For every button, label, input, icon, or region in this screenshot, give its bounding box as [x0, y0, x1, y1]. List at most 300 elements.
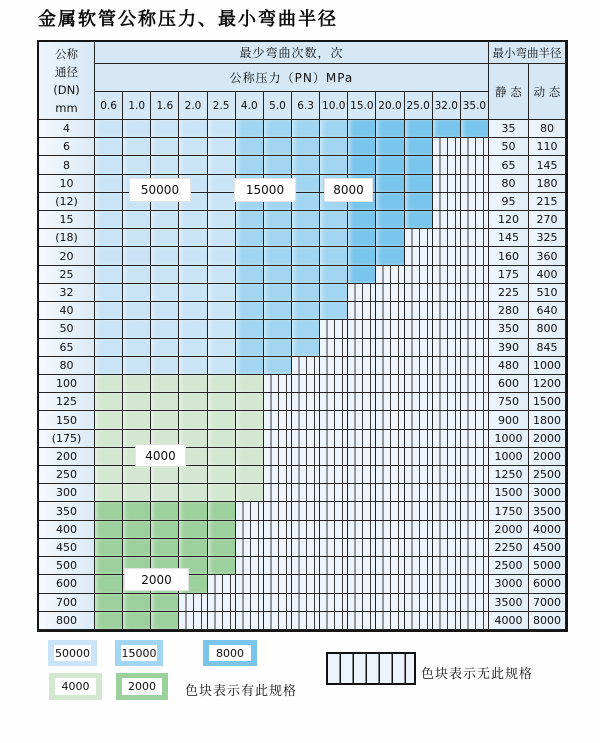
dynamic-value-cell: 1000	[529, 357, 566, 375]
no-spec-cell	[461, 339, 489, 357]
no-spec-cell	[264, 393, 292, 411]
no-spec-cell	[376, 357, 404, 375]
no-spec-cell	[461, 175, 489, 193]
spec-cell	[95, 138, 123, 156]
no-spec-cell	[461, 557, 489, 575]
spec-cell	[236, 375, 264, 393]
spec-cell	[123, 521, 151, 539]
legend-swatch-label-50000: 50000	[55, 646, 90, 660]
no-spec-cell	[320, 448, 348, 466]
no-spec-cell	[405, 430, 433, 448]
static-value-cell: 1750	[489, 502, 529, 520]
spec-cell	[348, 138, 376, 156]
no-spec-cell	[433, 247, 461, 265]
no-spec-cell	[348, 575, 376, 593]
dn-cell: 32	[39, 284, 95, 302]
spec-cell	[95, 193, 123, 211]
dn-cell: 50	[39, 320, 95, 338]
spec-cell	[208, 284, 236, 302]
spec-cell	[236, 229, 264, 247]
no-spec-cell	[376, 484, 404, 502]
spec-cell	[405, 211, 433, 229]
no-spec-cell	[348, 430, 376, 448]
spec-cell	[236, 448, 264, 466]
no-spec-cell	[264, 430, 292, 448]
dynamic-header: 动 态	[529, 64, 566, 120]
no-spec-cell	[433, 229, 461, 247]
static-value-cell: 2000	[489, 521, 529, 539]
dynamic-value-cell: 1800	[529, 411, 566, 429]
spec-cell	[292, 156, 320, 174]
spec-cell	[95, 284, 123, 302]
spec-cell	[292, 339, 320, 357]
pressure-column-header: 35.0	[461, 92, 489, 120]
dn-unit-header-line: (DN)	[53, 82, 80, 97]
spec-cell	[179, 357, 207, 375]
spec-cell	[179, 539, 207, 557]
static-value-cell: 225	[489, 284, 529, 302]
no-spec-cell	[320, 411, 348, 429]
spec-cell	[208, 229, 236, 247]
spec-cell	[208, 120, 236, 138]
no-spec-cell	[405, 375, 433, 393]
spec-cell	[320, 138, 348, 156]
spec-cell	[208, 320, 236, 338]
pressure-column-header: 4.0	[236, 92, 264, 120]
spec-cell	[123, 120, 151, 138]
spec-cell	[151, 502, 179, 520]
no-spec-cell	[292, 357, 320, 375]
no-spec-cell	[433, 539, 461, 557]
no-spec-cell	[264, 557, 292, 575]
pressure-column-header: 2.5	[208, 92, 236, 120]
spec-cell	[95, 575, 123, 593]
cycle-label-2000: 2000	[124, 568, 189, 591]
no-spec-cell	[376, 539, 404, 557]
no-spec-cell	[348, 466, 376, 484]
no-spec-cell	[292, 484, 320, 502]
no-spec-cell	[320, 521, 348, 539]
dynamic-value-cell: 2000	[529, 430, 566, 448]
static-value-cell: 80	[489, 175, 529, 193]
spec-cell	[320, 211, 348, 229]
static-value-cell: 50	[489, 138, 529, 156]
static-value-cell: 145	[489, 229, 529, 247]
spec-cell	[208, 430, 236, 448]
no-spec-cell	[376, 575, 404, 593]
no-spec-cell	[292, 539, 320, 557]
spec-cell	[264, 156, 292, 174]
dn-cell: 6	[39, 138, 95, 156]
no-spec-cell	[461, 156, 489, 174]
no-spec-cell	[320, 320, 348, 338]
spec-cell	[123, 138, 151, 156]
spec-cell	[236, 320, 264, 338]
static-value-cell: 4000	[489, 612, 529, 630]
spec-cell	[208, 539, 236, 557]
legend-swatch-8000	[203, 640, 257, 666]
no-spec-cell	[179, 612, 207, 630]
legend-swatch-15000	[115, 640, 163, 666]
spec-cell	[151, 138, 179, 156]
spec-cell	[320, 247, 348, 265]
no-spec-cell	[348, 502, 376, 520]
no-spec-cell	[236, 521, 264, 539]
no-spec-cell	[405, 612, 433, 630]
no-spec-cell	[461, 448, 489, 466]
spec-cell	[95, 266, 123, 284]
no-spec-cell	[433, 302, 461, 320]
spec-cell	[236, 430, 264, 448]
no-spec-cell	[236, 539, 264, 557]
no-spec-cell	[376, 411, 404, 429]
no-spec-cell	[461, 193, 489, 211]
spec-cell	[292, 211, 320, 229]
spec-table	[37, 40, 568, 632]
dn-cell: 700	[39, 594, 95, 612]
dynamic-value-cell: 360	[529, 247, 566, 265]
no-spec-cell	[405, 320, 433, 338]
spec-cell	[264, 247, 292, 265]
no-spec-cell	[461, 466, 489, 484]
spec-cell	[264, 266, 292, 284]
spec-cell	[123, 502, 151, 520]
no-spec-cell	[208, 612, 236, 630]
no-spec-cell	[376, 339, 404, 357]
no-spec-cell	[236, 502, 264, 520]
spec-cell	[292, 229, 320, 247]
spec-cell	[376, 229, 404, 247]
static-value-cell: 900	[489, 411, 529, 429]
spec-cell	[123, 247, 151, 265]
no-spec-cell	[376, 594, 404, 612]
no-spec-cell	[348, 284, 376, 302]
static-value-cell: 350	[489, 320, 529, 338]
spec-cell	[405, 156, 433, 174]
static-value-cell: 1000	[489, 448, 529, 466]
legend-no-spec-text: 色块表示无此规格	[421, 667, 534, 682]
static-value-cell: 65	[489, 156, 529, 174]
dynamic-value-cell: 510	[529, 284, 566, 302]
no-spec-cell	[433, 175, 461, 193]
spec-cell	[123, 266, 151, 284]
no-spec-cell	[320, 502, 348, 520]
no-spec-cell	[405, 247, 433, 265]
dn-cell: (18)	[39, 229, 95, 247]
spec-cell	[179, 393, 207, 411]
cycle-label-15000: 15000	[234, 178, 296, 202]
spec-cell	[123, 320, 151, 338]
no-spec-cell	[405, 284, 433, 302]
dynamic-value-cell: 7000	[529, 594, 566, 612]
no-spec-cell	[433, 193, 461, 211]
spec-cell	[151, 521, 179, 539]
no-spec-cell	[376, 557, 404, 575]
bend-cycles-header: 最少弯曲次数，次	[95, 42, 489, 64]
no-spec-cell	[376, 284, 404, 302]
spec-cell	[376, 211, 404, 229]
pressure-column-header: 15.0	[348, 92, 376, 120]
dn-cell: (175)	[39, 430, 95, 448]
no-spec-cell	[433, 557, 461, 575]
no-spec-cell	[405, 357, 433, 375]
dynamic-value-cell: 3000	[529, 484, 566, 502]
static-value-cell: 600	[489, 375, 529, 393]
spec-cell	[208, 484, 236, 502]
dn-unit-header-line: 通径	[55, 64, 78, 79]
legend-swatch-label-2000: 2000	[122, 678, 162, 695]
spec-cell	[179, 502, 207, 520]
no-spec-cell	[433, 594, 461, 612]
spec-cell	[123, 393, 151, 411]
static-value-cell: 2250	[489, 539, 529, 557]
spec-cell	[208, 138, 236, 156]
spec-cell	[208, 557, 236, 575]
dn-unit-header-line: mm	[55, 100, 78, 115]
spec-cell	[151, 302, 179, 320]
no-spec-cell	[433, 284, 461, 302]
spec-cell	[433, 120, 461, 138]
spec-cell	[405, 193, 433, 211]
static-value-cell: 2500	[489, 557, 529, 575]
no-spec-cell	[292, 557, 320, 575]
pressure-column-header: 5.0	[264, 92, 292, 120]
no-spec-cell	[348, 411, 376, 429]
page-title: 金属软管公称压力、最小弯曲半径	[38, 9, 338, 30]
no-spec-cell	[348, 484, 376, 502]
spec-cell	[376, 120, 404, 138]
dn-cell: 600	[39, 575, 95, 593]
no-spec-cell	[376, 393, 404, 411]
no-spec-cell	[264, 575, 292, 593]
dynamic-value-cell: 2500	[529, 466, 566, 484]
no-spec-cell	[405, 594, 433, 612]
spec-cell	[348, 266, 376, 284]
dn-cell: 800	[39, 612, 95, 630]
legend-swatch-label-8000: 8000	[209, 645, 251, 661]
no-spec-cell	[461, 502, 489, 520]
no-spec-cell	[292, 612, 320, 630]
spec-cell	[95, 539, 123, 557]
no-spec-cell	[292, 411, 320, 429]
spec-cell	[123, 302, 151, 320]
cycle-label-50000: 50000	[129, 178, 191, 202]
spec-cell	[179, 521, 207, 539]
spec-cell	[95, 557, 123, 575]
no-spec-cell	[461, 247, 489, 265]
no-spec-cell	[405, 411, 433, 429]
no-spec-cell	[292, 575, 320, 593]
no-spec-cell	[461, 357, 489, 375]
spec-cell	[123, 375, 151, 393]
no-spec-cell	[179, 594, 207, 612]
spec-cell	[95, 521, 123, 539]
pressure-column-header: 32.0	[433, 92, 461, 120]
spec-cell	[208, 266, 236, 284]
dn-unit-header	[39, 42, 95, 120]
no-spec-cell	[348, 448, 376, 466]
no-spec-cell	[461, 375, 489, 393]
no-spec-cell	[264, 521, 292, 539]
pressure-column-header: 1.0	[123, 92, 151, 120]
spec-cell	[95, 594, 123, 612]
spec-cell	[95, 357, 123, 375]
spec-cell	[236, 211, 264, 229]
no-spec-cell	[320, 484, 348, 502]
spec-cell	[95, 393, 123, 411]
spec-cell	[292, 138, 320, 156]
spec-cell	[264, 320, 292, 338]
no-spec-cell	[433, 575, 461, 593]
no-spec-cell	[433, 138, 461, 156]
spec-cell	[151, 484, 179, 502]
static-value-cell: 1250	[489, 466, 529, 484]
spec-cell	[123, 211, 151, 229]
spec-cell	[95, 247, 123, 265]
no-spec-cell	[461, 612, 489, 630]
no-spec-cell	[405, 539, 433, 557]
cycle-label-8000: 8000	[324, 178, 373, 202]
spec-cell	[208, 156, 236, 174]
dn-unit-header-line: 公称	[55, 46, 78, 61]
spec-cell	[376, 175, 404, 193]
spec-cell	[236, 138, 264, 156]
dn-cell: 4	[39, 120, 95, 138]
no-spec-cell	[433, 466, 461, 484]
pressure-column-header: 10.0	[320, 92, 348, 120]
no-spec-cell	[292, 448, 320, 466]
dynamic-value-cell: 4500	[529, 539, 566, 557]
dynamic-value-cell: 1500	[529, 393, 566, 411]
spec-cell	[208, 521, 236, 539]
dynamic-value-cell: 325	[529, 229, 566, 247]
spec-cell	[179, 284, 207, 302]
spec-cell	[320, 156, 348, 174]
static-value-cell: 3000	[489, 575, 529, 593]
dn-cell: 80	[39, 357, 95, 375]
no-spec-cell	[208, 575, 236, 593]
no-spec-cell	[320, 466, 348, 484]
spec-cell	[151, 375, 179, 393]
static-value-cell: 390	[489, 339, 529, 357]
pressure-column-header: 2.0	[179, 92, 207, 120]
spec-cell	[236, 466, 264, 484]
spec-cell	[179, 339, 207, 357]
spec-cell	[151, 284, 179, 302]
no-spec-cell	[292, 594, 320, 612]
spec-cell	[123, 284, 151, 302]
no-spec-cell	[292, 502, 320, 520]
static-value-cell: 480	[489, 357, 529, 375]
spec-cell	[320, 120, 348, 138]
spec-cell	[179, 229, 207, 247]
spec-cell	[208, 375, 236, 393]
spec-cell	[264, 284, 292, 302]
dynamic-value-cell: 800	[529, 320, 566, 338]
no-spec-cell	[236, 594, 264, 612]
legend-swatch-4000	[49, 673, 102, 700]
dynamic-value-cell: 270	[529, 211, 566, 229]
static-value-cell: 160	[489, 247, 529, 265]
spec-cell	[151, 339, 179, 357]
spec-cell	[236, 393, 264, 411]
spec-cell	[95, 448, 123, 466]
no-spec-cell	[264, 612, 292, 630]
spec-cell	[348, 247, 376, 265]
spec-cell	[405, 120, 433, 138]
spec-cell	[292, 284, 320, 302]
no-spec-cell	[348, 393, 376, 411]
dn-cell: 250	[39, 466, 95, 484]
no-spec-cell	[348, 594, 376, 612]
spec-cell	[405, 175, 433, 193]
no-spec-cell	[320, 393, 348, 411]
no-spec-cell	[292, 521, 320, 539]
no-spec-cell	[320, 539, 348, 557]
dynamic-value-cell: 1200	[529, 375, 566, 393]
spec-cell	[179, 138, 207, 156]
spec-cell	[95, 484, 123, 502]
spec-cell	[320, 284, 348, 302]
spec-cell	[376, 138, 404, 156]
no-spec-cell	[433, 393, 461, 411]
dn-cell: 10	[39, 175, 95, 193]
spec-cell	[151, 266, 179, 284]
dn-cell: 200	[39, 448, 95, 466]
no-spec-cell	[320, 594, 348, 612]
spec-cell	[123, 594, 151, 612]
dynamic-value-cell: 215	[529, 193, 566, 211]
dn-cell: 25	[39, 266, 95, 284]
no-spec-cell	[461, 320, 489, 338]
spec-cell	[151, 211, 179, 229]
spec-cell	[123, 357, 151, 375]
spec-cell	[236, 156, 264, 174]
spec-cell	[264, 357, 292, 375]
static-value-cell: 280	[489, 302, 529, 320]
dn-cell: 65	[39, 339, 95, 357]
legend-swatch-label-4000: 4000	[55, 678, 96, 695]
spec-cell	[179, 247, 207, 265]
no-spec-cell	[236, 575, 264, 593]
pressure-column-header: 0.6	[95, 92, 123, 120]
spec-cell	[292, 320, 320, 338]
dn-cell: 350	[39, 502, 95, 520]
spec-cell	[95, 175, 123, 193]
spec-cell	[208, 411, 236, 429]
no-spec-cell	[292, 430, 320, 448]
no-spec-cell	[461, 575, 489, 593]
no-spec-cell	[348, 521, 376, 539]
no-spec-cell	[433, 612, 461, 630]
spec-cell	[123, 411, 151, 429]
spec-cell	[95, 502, 123, 520]
no-spec-cell	[264, 594, 292, 612]
spec-cell	[292, 247, 320, 265]
spec-cell	[179, 211, 207, 229]
no-spec-cell	[320, 357, 348, 375]
no-spec-cell	[405, 448, 433, 466]
no-spec-cell	[348, 375, 376, 393]
spec-cell	[236, 357, 264, 375]
dn-cell: 15	[39, 211, 95, 229]
no-spec-cell	[405, 466, 433, 484]
dynamic-value-cell: 4000	[529, 521, 566, 539]
spec-cell	[123, 612, 151, 630]
no-spec-cell	[433, 320, 461, 338]
no-spec-cell	[320, 339, 348, 357]
spec-cell	[179, 120, 207, 138]
